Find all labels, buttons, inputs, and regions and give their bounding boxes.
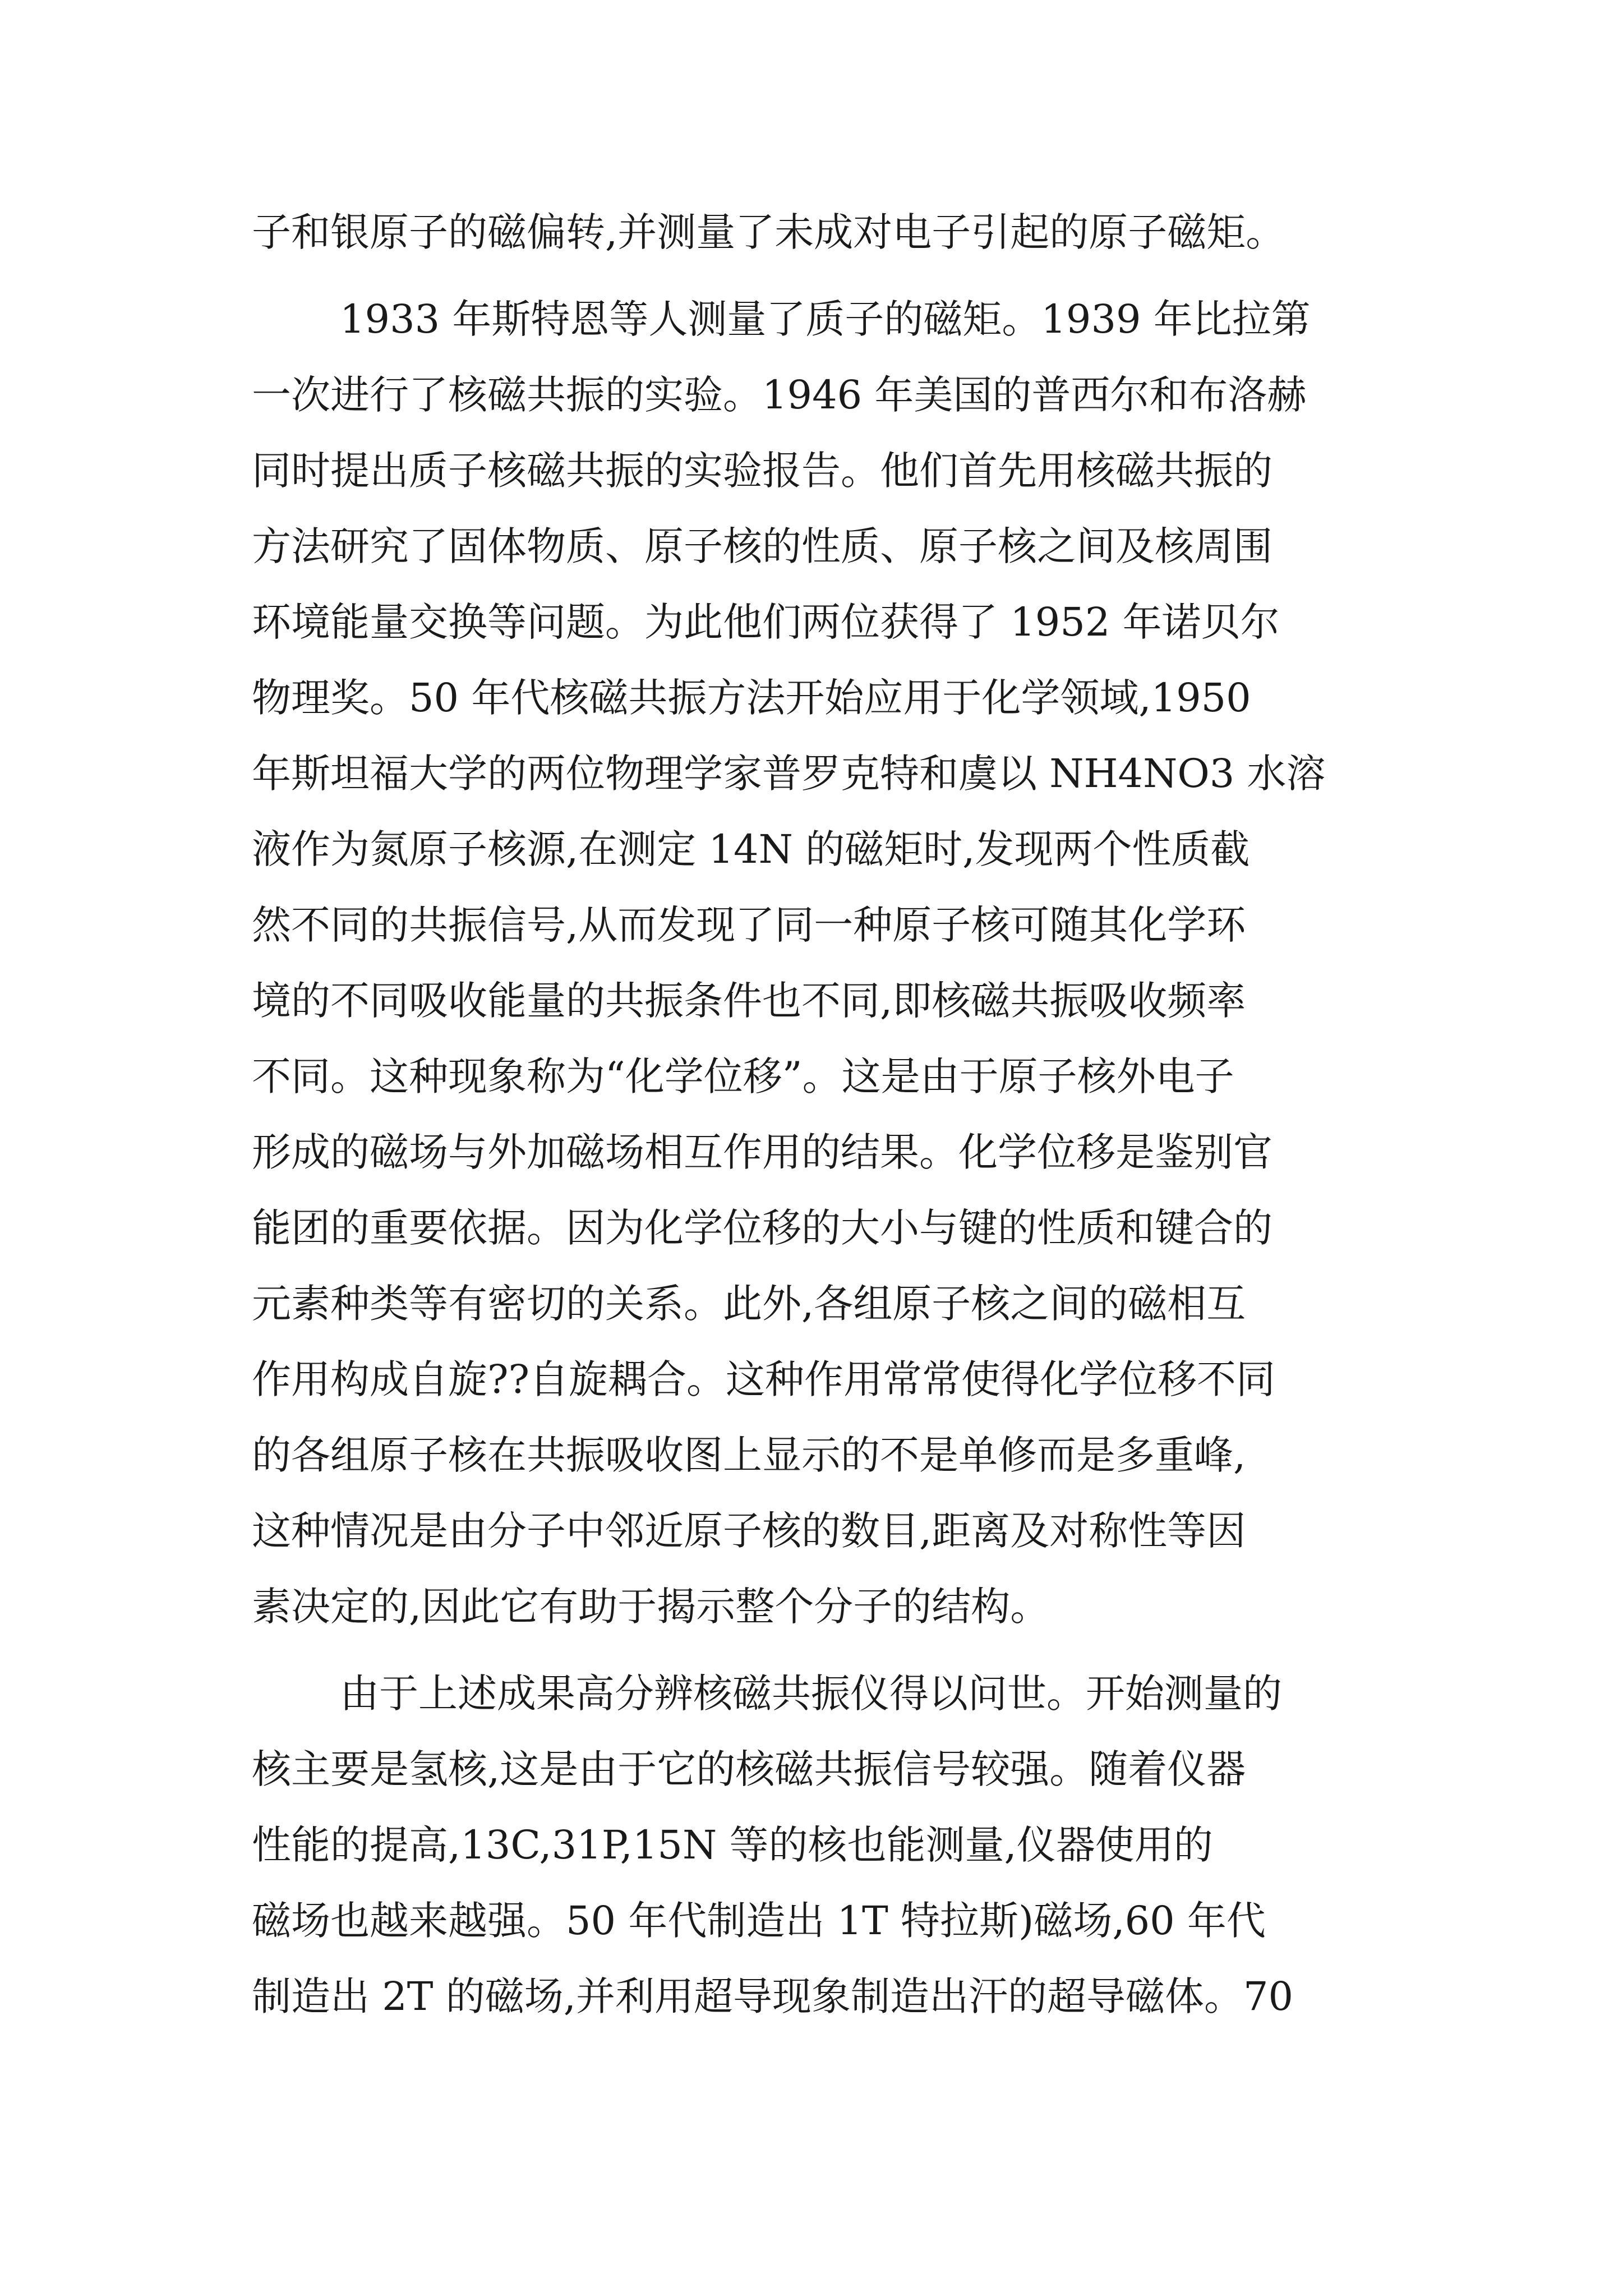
- text-line: 作用构成自旋??自旋耦合。这种作用常常使得化学位移不同: [252, 1356, 1276, 1402]
- text-line: 能团的重要依据。因为化学位移的大小与键的性质和键合的: [252, 1205, 1272, 1251]
- text-line: 液作为氮原子核源,在测定 14N 的磁矩时,发现两个性质截: [252, 826, 1250, 872]
- text-line: 核主要是氢核,这是由于它的核磁共振信号较强。随着仪器: [252, 1746, 1246, 1792]
- paragraph-start-line: 由于上述成果高分辨核磁共振仪得以问世。开始测量的: [340, 1671, 1282, 1717]
- text-line: 一次进行了核磁共振的实验。1946 年美国的普西尔和布洛赫: [252, 372, 1307, 418]
- text-line: 制造出 2T 的磁场,并利用超导现象制造出汗的超导磁体。70: [252, 1973, 1294, 2019]
- text-line: 形成的磁场与外加磁场相互作用的结果。化学位移是鉴别官: [252, 1129, 1272, 1175]
- text-line: 这种情况是由分子中邻近原子核的数目,距离及对称性等因: [252, 1508, 1246, 1554]
- text-line: 的各组原子核在共振吸收图上显示的不是单修而是多重峰,: [252, 1432, 1246, 1478]
- text-line: 然不同的共振信号,从而发现了同一种原子核可随其化学环: [252, 902, 1246, 948]
- text-line: 性能的提高,13C,31P,15N 等的核也能测量,仪器使用的: [252, 1822, 1213, 1868]
- text-line: 不同。这种现象称为“化学位移”。这是由于原子核外电子: [252, 1053, 1234, 1099]
- text-line: 环境能量交换等问题。为此他们两位获得了 1952 年诺贝尔: [252, 599, 1280, 645]
- text-line: 同时提出质子核磁共振的实验报告。他们首先用核磁共振的: [252, 448, 1272, 494]
- text-line: 方法研究了固体物质、原子核的性质、原子核之间及核周围: [252, 523, 1272, 569]
- text-line: 境的不同吸收能量的共振条件也不同,即核磁共振吸收频率: [252, 978, 1246, 1024]
- paragraph-start-line: 1933 年斯特恩等人测量了质子的磁矩。1939 年比拉第: [340, 296, 1311, 342]
- text-line: 年斯坦福大学的两位物理学家普罗克特和虞以 NH4NO3 水溶: [252, 751, 1326, 797]
- text-line: 物理奖。50 年代核磁共振方法开始应用于化学领域,1950: [252, 675, 1251, 721]
- text-line: 磁场也越来越强。50 年代制造出 1T 特拉斯)磁场,60 年代: [252, 1898, 1266, 1944]
- text-line: 素决定的,因此它有助于揭示整个分子的结构。: [252, 1584, 1050, 1630]
- text-line: 元素种类等有密切的关系。此外,各组原子核之间的磁相互: [252, 1281, 1246, 1327]
- text-line: 子和银原子的磁偏转,并测量了未成对电子引起的原子磁矩。: [252, 209, 1285, 255]
